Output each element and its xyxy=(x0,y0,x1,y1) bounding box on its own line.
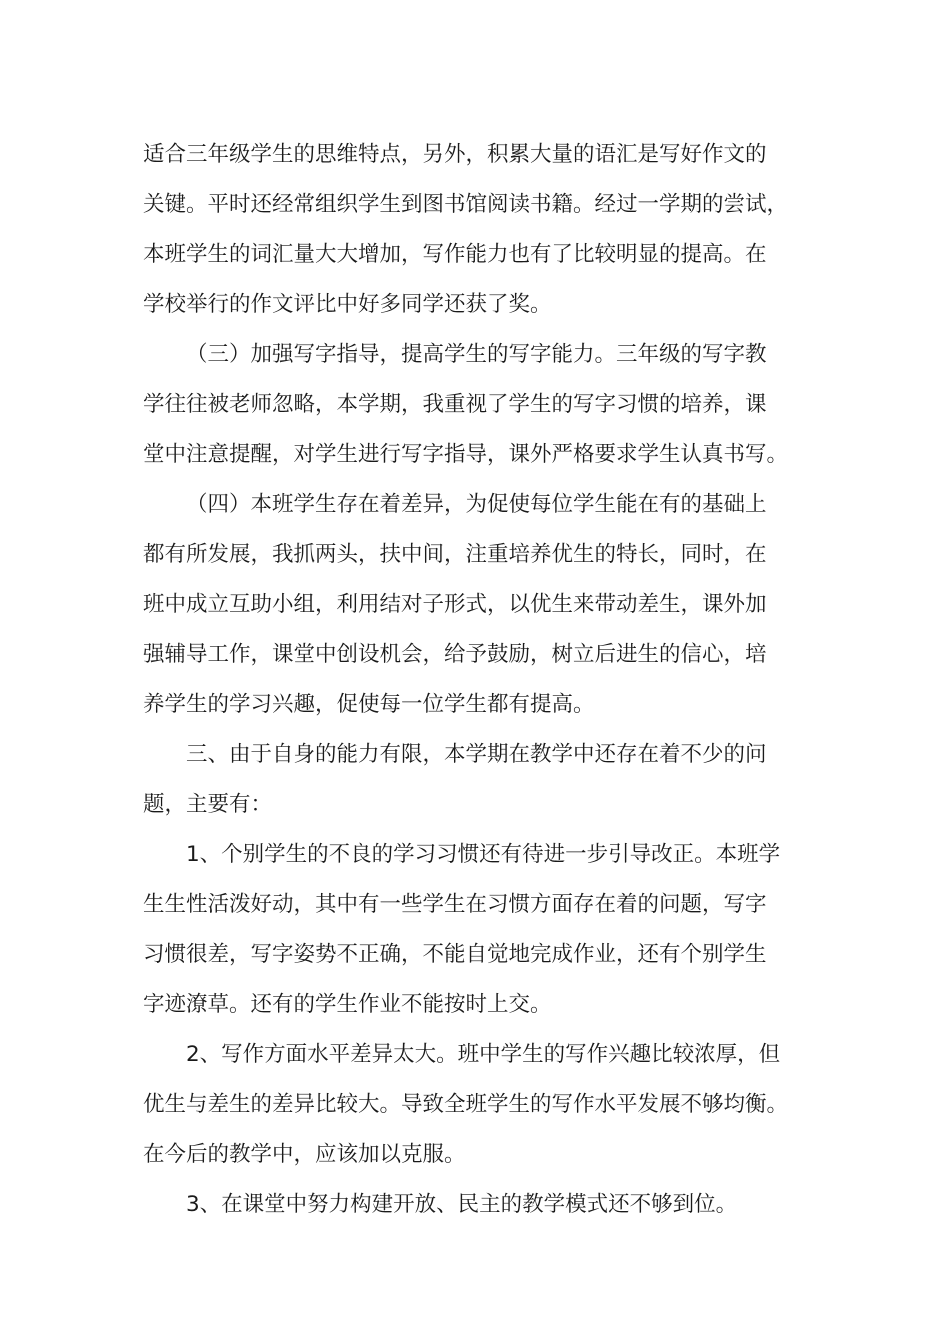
paragraph-problem-3 xyxy=(143,1180,813,1230)
paragraph-student-differences xyxy=(143,480,813,730)
text-line: 班中成立互助小组，利用结对子形式，以优生来带动差生，课外加 xyxy=(143,592,767,617)
paragraph-handwriting-guidance xyxy=(143,330,813,480)
text-line: 三、由于自身的能力有限，本学期在教学中还存在着不少的问 xyxy=(186,742,767,767)
document-body xyxy=(143,130,813,1230)
paragraph-writing-vocabulary xyxy=(143,130,813,330)
text-line: 学往往被老师忽略，本学期，我重视了学生的写字习惯的培养，课 xyxy=(143,392,767,417)
text-line: 题，主要有： xyxy=(143,792,273,817)
text-line: 本班学生的词汇量大大增加，写作能力也有了比较明显的提高。在 xyxy=(143,242,767,267)
text-line: 关键。平时还经常组织学生到图书馆阅读书籍。经过一学期的尝试， xyxy=(143,192,789,217)
text-line: 养学生的学习兴趣，促使每一位学生都有提高。 xyxy=(143,692,595,717)
text-line: 适合三年级学生的思维特点，另外，积累大量的语汇是写好作文的 xyxy=(143,142,767,167)
text-line: 优生与差生的差异比较大。导致全班学生的写作水平发展不够均衡。 xyxy=(143,1092,789,1117)
text-line: 3、在课堂中努力构建开放、民主的教学模式还不够到位。 xyxy=(186,1192,738,1217)
text-line: 习惯很差，写字姿势不正确，不能自觉地完成作业，还有个别学生 xyxy=(143,942,767,967)
paragraph-problem-2 xyxy=(143,1030,813,1180)
text-line: 生生性活泼好动，其中有一些学生在习惯方面存在着的问题，写字 xyxy=(143,892,767,917)
text-line: 在今后的教学中，应该加以克服。 xyxy=(143,1142,466,1167)
paragraph-section-three-heading xyxy=(143,730,813,830)
text-line: 堂中注意提醒，对学生进行写字指导，课外严格要求学生认真书写。 xyxy=(143,442,789,467)
text-line: （三）加强写字指导，提高学生的写字能力。三年级的写字教 xyxy=(186,342,767,367)
text-line: 1、个别学生的不良的学习习惯还有待进一步引导改正。本班学 xyxy=(186,842,781,867)
text-line: 字迹潦草。还有的学生作业不能按时上交。 xyxy=(143,992,552,1017)
text-line: （四）本班学生存在着差异，为促使每位学生能在有的基础上 xyxy=(186,492,767,517)
text-line: 强辅导工作，课堂中创设机会，给予鼓励，树立后进生的信心，培 xyxy=(143,642,767,667)
text-line: 学校举行的作文评比中好多同学还获了奖。 xyxy=(143,292,552,317)
paragraph-problem-1 xyxy=(143,830,813,1030)
text-line: 都有所发展，我抓两头，扶中间，注重培养优生的特长，同时，在 xyxy=(143,542,767,567)
text-line: 2、写作方面水平差异太大。班中学生的写作兴趣比较浓厚，但 xyxy=(186,1042,781,1067)
